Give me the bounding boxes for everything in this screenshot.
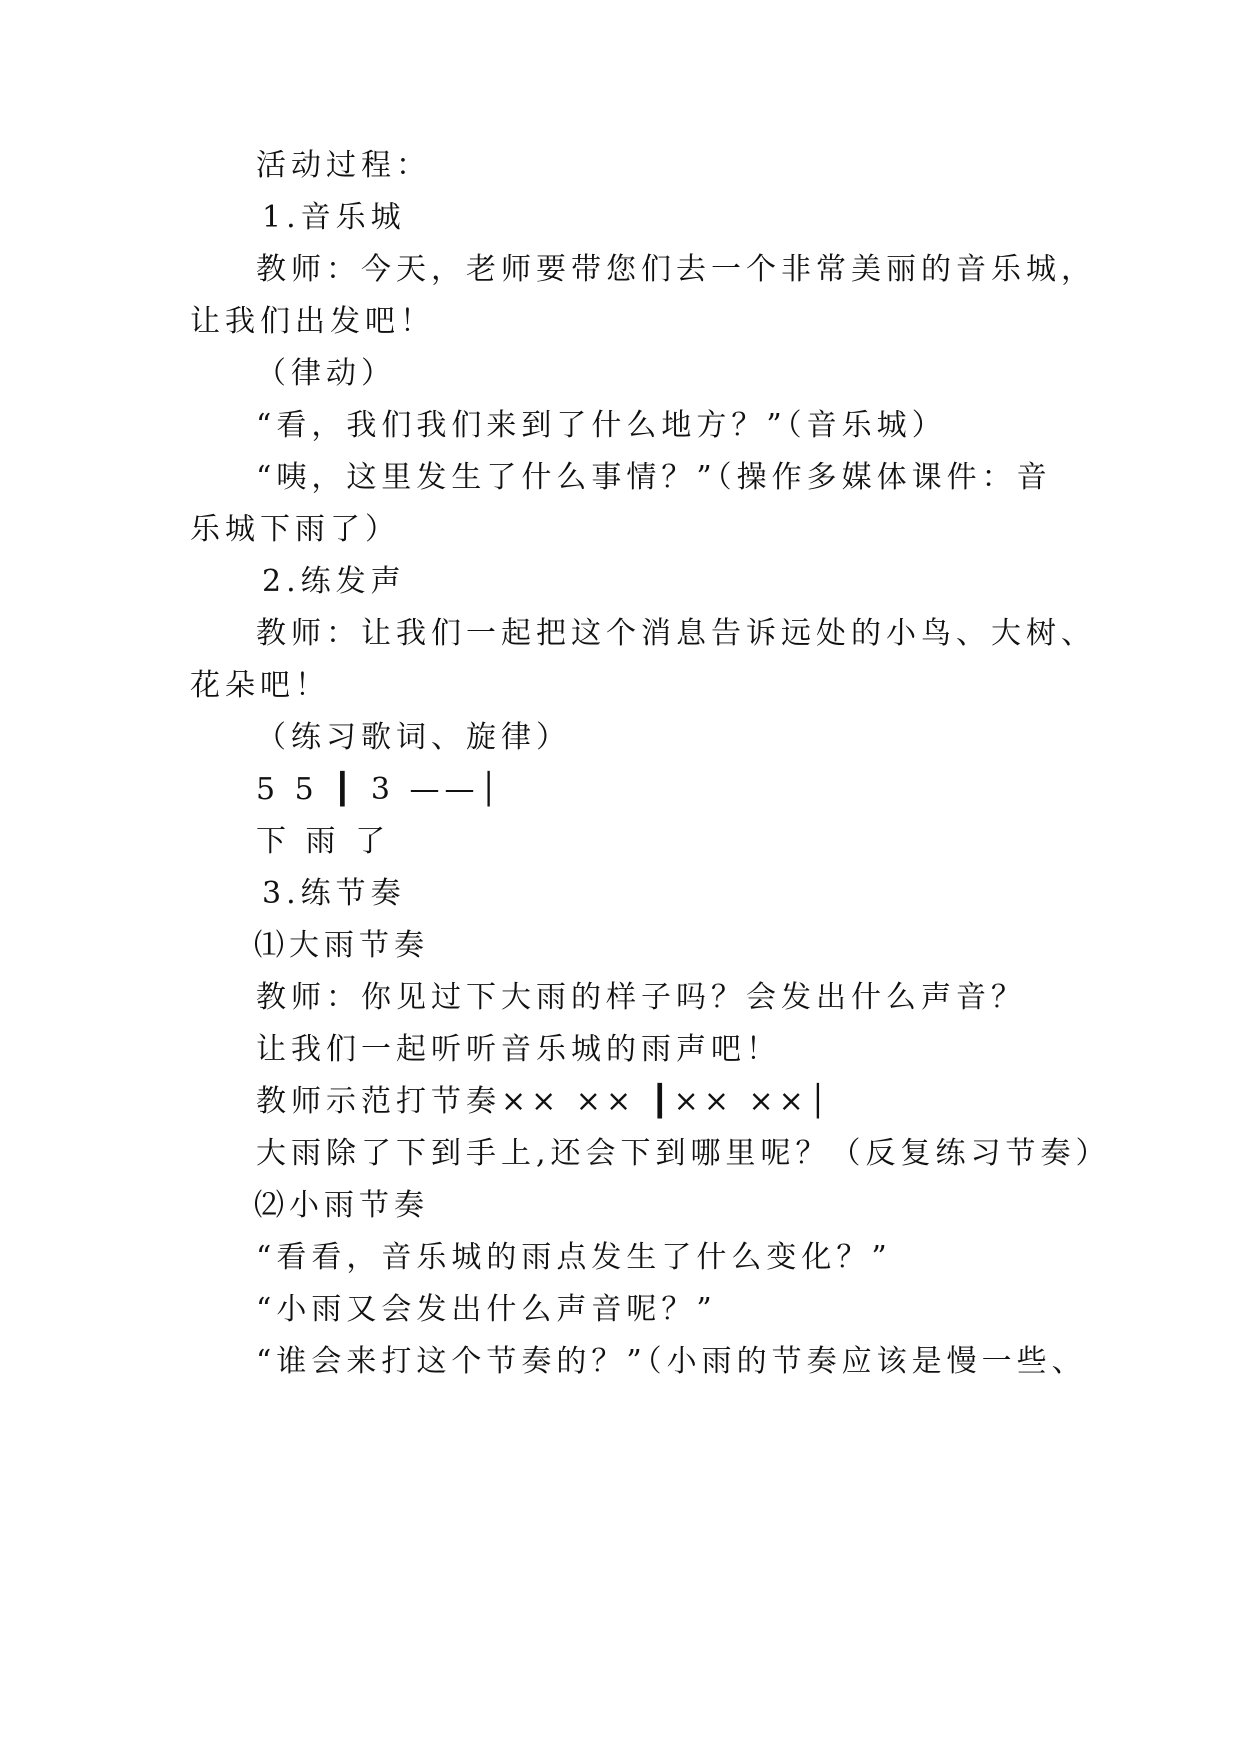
paragraph-line: 大雨除了下到手上,还会下到哪里呢？（反复练习节奏） — [256, 1136, 1111, 1171]
music-notation-line: 5 5 ┃ 3 ——│ — [256, 772, 503, 807]
step-heading-rhythm-practice: 3.练节奏 — [262, 876, 406, 911]
paragraph-line: 教师：让我们一起把这个消息告诉远处的小鸟、大树、 — [256, 616, 1096, 651]
paragraph-line: 花朵吧！ — [190, 668, 330, 703]
paragraph-line: 教师：今天，老师要带您们去一个非常美丽的音乐城， — [256, 252, 1096, 287]
paragraph-line: 乐城下雨了） — [190, 512, 400, 547]
paragraph-line: “小雨又会发出什么声音呢？” — [256, 1292, 717, 1327]
paragraph-line: 让我们出发吧！ — [190, 304, 435, 339]
paragraph-line: （练习歌词、旋律） — [256, 720, 571, 755]
paragraph-line: 教师：你见过下大雨的样子吗？会发出什么声音？ — [256, 980, 1026, 1015]
step-heading-vocal-practice: 2.练发声 — [262, 564, 406, 599]
paragraph-line: “谁会来打这个节奏的？”（小雨的节奏应该是慢一些、 — [256, 1344, 1087, 1379]
lyrics-line: 下 雨 了 — [256, 824, 391, 859]
paragraph-line: “咦，这里发生了什么事情？”（操作多媒体课件：音 — [256, 460, 1052, 495]
sub-heading-light-rain-rhythm: ⑵小雨节奏 — [254, 1188, 429, 1223]
section-heading-activity-process: 活动过程： — [256, 148, 431, 183]
paragraph-line: （律动） — [256, 356, 396, 391]
rhythm-notation-line: 教师示范打节奏×× ×× ┃×× ××│ — [256, 1084, 832, 1119]
paragraph-line: 让我们一起听听音乐城的雨声吧！ — [256, 1032, 781, 1067]
sub-heading-heavy-rain-rhythm: ⑴大雨节奏 — [254, 928, 429, 963]
step-heading-music-city: 1.音乐城 — [262, 200, 406, 235]
paragraph-line: “看，我们我们来到了什么地方？”（音乐城） — [256, 408, 947, 443]
paragraph-line: “看看，音乐城的雨点发生了什么变化？” — [256, 1240, 892, 1275]
